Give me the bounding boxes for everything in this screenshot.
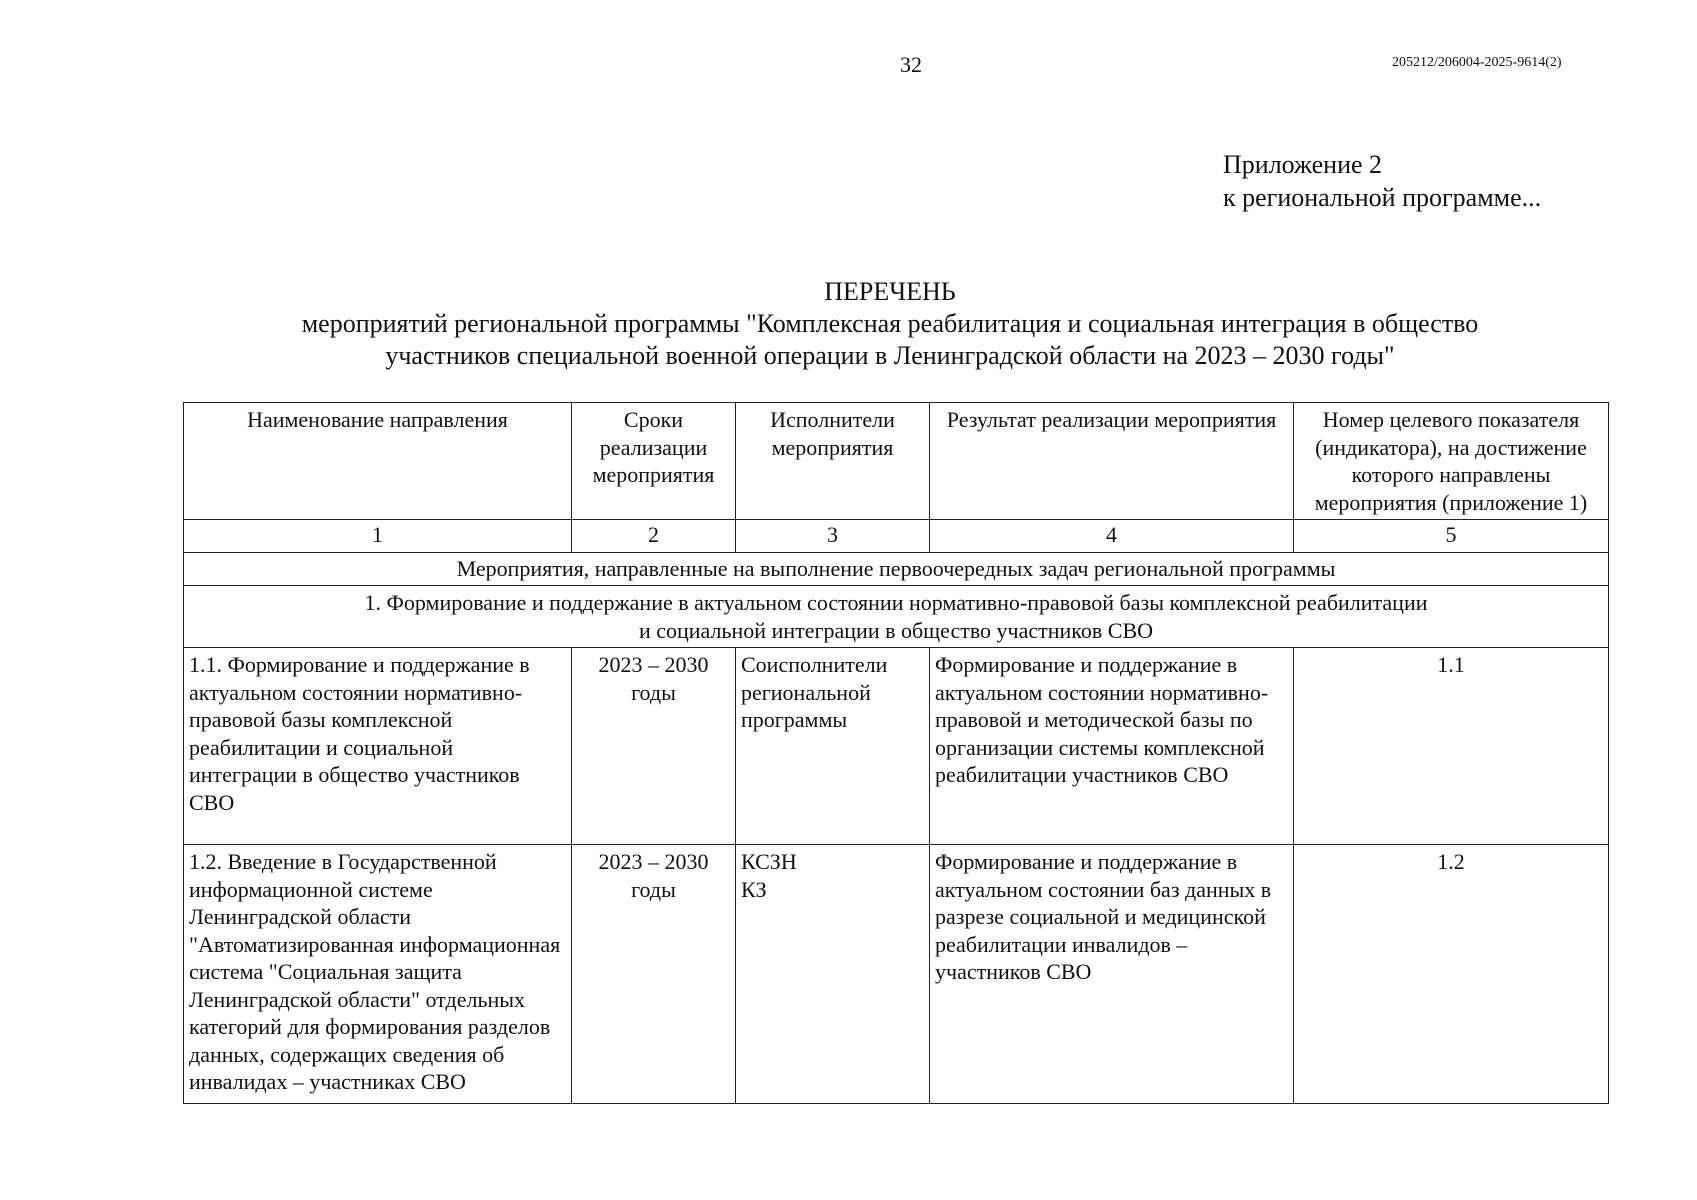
document-title [160, 276, 1620, 372]
measure-indicator: 1.2 [1294, 845, 1609, 1104]
executor: Соисполнители региональной программы [741, 652, 888, 732]
subsection-title-line-2: и социальной интеграции в общество участников СВО [638, 617, 1154, 643]
measure-indicator: 1.1 [1294, 648, 1609, 845]
column-number-row [184, 520, 1609, 553]
section-row [184, 553, 1609, 586]
executor: КЗ [741, 876, 767, 902]
title-line-1: мероприятий региональной программы "Комплексная реабилитация и социальная интеграция в общество [301, 309, 1479, 338]
column-number: 1 [184, 520, 572, 553]
header-result: Результат реализации мероприятия [930, 403, 1294, 520]
section-title: Мероприятия, направленные на выполнение первоочередных задач региональной программы [184, 553, 1609, 586]
column-number: 2 [572, 520, 736, 553]
table-row [184, 845, 1609, 1104]
measure-period: 2023 – 2030 годы [572, 648, 736, 845]
appendix-note [1223, 148, 1541, 214]
subsection-title [184, 586, 1609, 648]
appendix-line-2: к региональной программе... [1223, 183, 1542, 212]
header-direction-name: Наименование направления [184, 403, 572, 520]
document-code: 205212/206004-2025-9614(2) [1392, 55, 1562, 70]
title-heading: ПЕРЕЧЕНЬ [824, 277, 956, 306]
header-executors: Исполнители мероприятия [736, 403, 930, 520]
column-number: 4 [930, 520, 1294, 553]
table-header-row [184, 403, 1609, 520]
column-number: 3 [736, 520, 930, 553]
page-number: 32 [900, 52, 922, 77]
measure-period: 2023 – 2030 годы [572, 845, 736, 1104]
executor: КСЗН [741, 849, 797, 874]
subsection-row [184, 586, 1609, 648]
header-indicator: Номер целевого показателя (индикатора), на достижение которого направлены мероприятия (приложение 1) [1294, 403, 1609, 520]
appendix-line-1: Приложение 2 [1223, 150, 1383, 179]
column-number: 5 [1294, 520, 1609, 553]
table-row [184, 648, 1609, 845]
measure-name: 1.2. Введение в Государственной информационной системе Ленинградской области "Автоматизированная информационная система "Социальная защита Ленинградской области" отдельных категорий для формирования разделов данных, содержащих сведения об инвалидах – участниках СВО [184, 845, 572, 1104]
measure-executors [736, 845, 930, 1104]
measure-result: Формирование и поддержание в актуальном состоянии баз данных в разрезе социальной и медицинской реабилитации инвалидов – участников СВО [930, 845, 1294, 1104]
measure-result: Формирование и поддержание в актуальном состоянии нормативно-правовой и методической базы по организации системы комплексной реабилитации участников СВО [930, 648, 1294, 845]
measures-table [183, 402, 1609, 1104]
measure-executors [736, 648, 930, 845]
title-line-2: участников специальной военной операции в Ленинградской области на 2023 – 2030 годы" [385, 341, 1395, 370]
subsection-title-line-1: 1. Формирование и поддержание в актуальном состоянии нормативно-правовой базы комплексной реабилитации [364, 590, 1428, 615]
header-period: Сроки реализации мероприятия [572, 403, 736, 520]
measure-name: 1.1. Формирование и поддержание в актуальном состоянии нормативно-правовой базы комплексной реабилитации и социальной интеграции в общество участников СВО [184, 648, 572, 845]
